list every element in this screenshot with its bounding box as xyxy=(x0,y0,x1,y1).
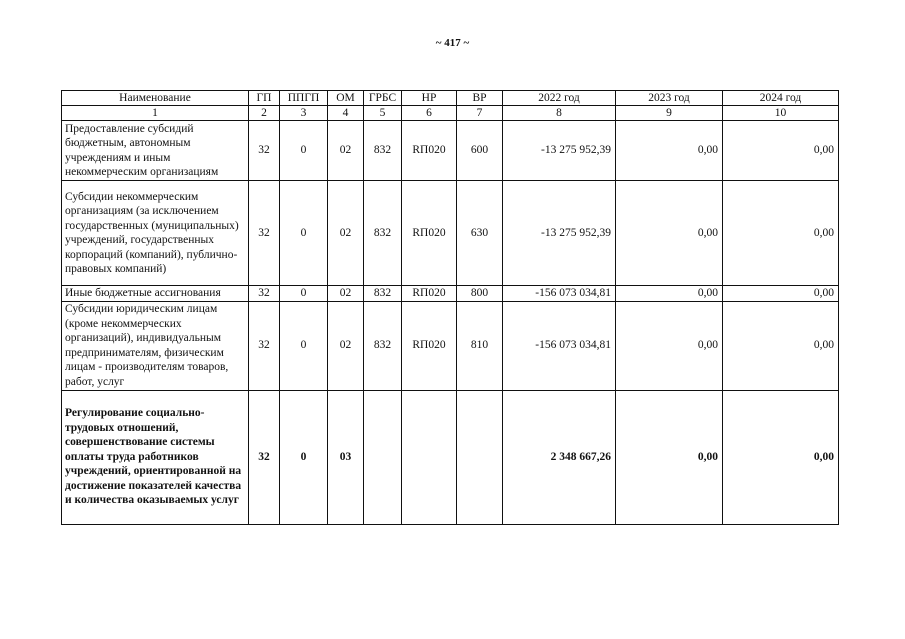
col-index: 5 xyxy=(364,106,402,121)
cell-nr: RП020 xyxy=(402,286,457,302)
cell-vr xyxy=(457,390,503,524)
cell-nr: RП020 xyxy=(402,121,457,181)
col-header-vr: ВР xyxy=(457,91,503,106)
cell-om: 02 xyxy=(328,286,364,302)
cell-2023: 0,00 xyxy=(616,390,723,524)
cell-2023: 0,00 xyxy=(616,301,723,390)
cell-grbs: 832 xyxy=(364,121,402,181)
col-header-grbs: ГРБС xyxy=(364,91,402,106)
row-name: Предоставление субсидий бюджетным, автономным учреждениям и иным некоммерческим организациям xyxy=(62,121,249,181)
cell-2024: 0,00 xyxy=(723,121,839,181)
cell-grbs xyxy=(364,390,402,524)
col-index: 6 xyxy=(402,106,457,121)
cell-vr: 810 xyxy=(457,301,503,390)
cell-2023: 0,00 xyxy=(616,181,723,286)
cell-ppgp: 0 xyxy=(280,301,328,390)
cell-2023: 0,00 xyxy=(616,121,723,181)
cell-gp: 32 xyxy=(249,181,280,286)
cell-ppgp: 0 xyxy=(280,286,328,302)
cell-2024: 0,00 xyxy=(723,390,839,524)
col-header-2023: 2023 год xyxy=(616,91,723,106)
col-index: 1 xyxy=(62,106,249,121)
cell-grbs: 832 xyxy=(364,301,402,390)
table-row xyxy=(62,390,839,524)
cell-2023: 0,00 xyxy=(616,286,723,302)
cell-om: 02 xyxy=(328,181,364,286)
col-header-name: Наименование xyxy=(62,91,249,106)
table-row xyxy=(62,301,839,390)
cell-vr: 630 xyxy=(457,181,503,286)
cell-grbs: 832 xyxy=(364,286,402,302)
col-header-om: ОМ xyxy=(328,91,364,106)
col-index: 3 xyxy=(280,106,328,121)
cell-gp: 32 xyxy=(249,301,280,390)
table-row xyxy=(62,286,839,302)
row-name: Субсидии некоммерческим организациям (за исключением государственных (муниципальных) учреждений, государственных корпораций (компаний), публично-правовых компаний) xyxy=(62,181,249,286)
col-header-ppgp: ППГП xyxy=(280,91,328,106)
col-header-gp: ГП xyxy=(249,91,280,106)
cell-2024: 0,00 xyxy=(723,181,839,286)
col-header-nr: НР xyxy=(402,91,457,106)
cell-2022: -13 275 952,39 xyxy=(503,181,616,286)
page-number: ~ 417 ~ xyxy=(435,37,470,49)
cell-gp: 32 xyxy=(249,121,280,181)
row-name: Субсидии юридическим лицам (кроме некоммерческих организаций), индивидуальным предпринимателям, физическим лицам - производителям товаров, работ, услуг xyxy=(62,301,249,390)
cell-nr: RП020 xyxy=(402,301,457,390)
cell-2022: -156 073 034,81 xyxy=(503,301,616,390)
col-header-2022: 2022 год xyxy=(503,91,616,106)
cell-ppgp: 0 xyxy=(280,181,328,286)
cell-om: 02 xyxy=(328,301,364,390)
cell-om: 02 xyxy=(328,121,364,181)
cell-grbs: 832 xyxy=(364,181,402,286)
cell-ppgp: 0 xyxy=(280,390,328,524)
cell-vr: 800 xyxy=(457,286,503,302)
cell-gp: 32 xyxy=(249,390,280,524)
cell-2024: 0,00 xyxy=(723,301,839,390)
cell-gp: 32 xyxy=(249,286,280,302)
cell-2022: 2 348 667,26 xyxy=(503,390,616,524)
header-row xyxy=(62,91,839,106)
budget-table xyxy=(61,90,839,525)
cell-om: 03 xyxy=(328,390,364,524)
cell-vr: 600 xyxy=(457,121,503,181)
cell-2024: 0,00 xyxy=(723,286,839,302)
col-index: 10 xyxy=(723,106,839,121)
row-name: Иные бюджетные ассигнования xyxy=(62,286,249,302)
col-index: 9 xyxy=(616,106,723,121)
col-index: 2 xyxy=(249,106,280,121)
cell-nr: RП020 xyxy=(402,181,457,286)
cell-ppgp: 0 xyxy=(280,121,328,181)
col-header-2024: 2024 год xyxy=(723,91,839,106)
table-row xyxy=(62,121,839,181)
col-index: 7 xyxy=(457,106,503,121)
index-row xyxy=(62,106,839,121)
table-row xyxy=(62,181,839,286)
cell-nr xyxy=(402,390,457,524)
cell-2022: -156 073 034,81 xyxy=(503,286,616,302)
col-index: 8 xyxy=(503,106,616,121)
row-name: Регулирование социально-трудовых отношений, совершенствование системы оплаты труда работников учреждений, ориентированной на достижение показателей качества и количества оказываемых услуг xyxy=(62,390,249,524)
cell-2022: -13 275 952,39 xyxy=(503,121,616,181)
col-index: 4 xyxy=(328,106,364,121)
